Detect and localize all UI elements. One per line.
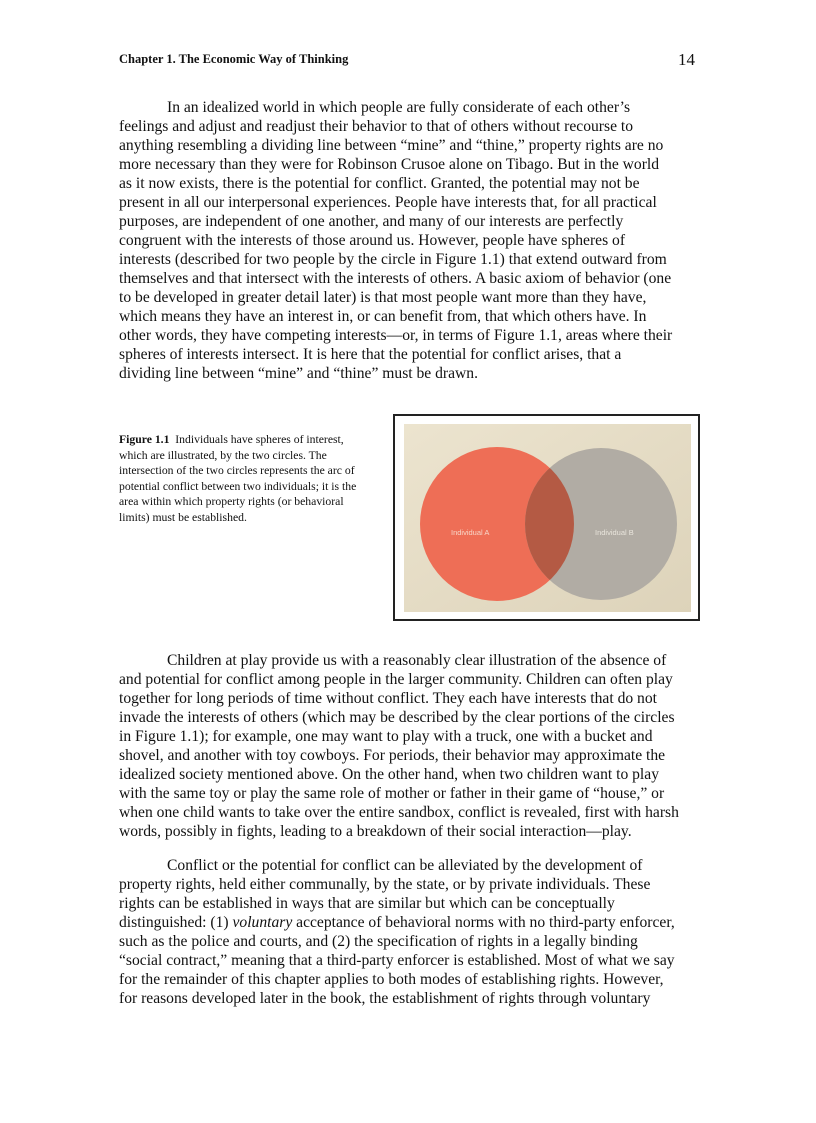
paragraph-line: other words, they have competing interests—or, in terms of Figure 1.1, areas where their	[119, 327, 673, 344]
paragraph-line: idealized society mentioned above. On the other hand, when two children want to play	[119, 766, 659, 783]
caption-line: potential conflict between two individuals; it is the	[119, 479, 357, 493]
paragraph-line: anything resembling a dividing line between “mine” and “thine,” property rights are no	[119, 137, 664, 154]
page-header	[119, 52, 697, 72]
page-number: 14	[678, 50, 695, 69]
label-individual-a: Individual A	[451, 528, 490, 537]
paragraph-line: Conflict or the potential for conflict can be alleviated by the development of	[167, 857, 643, 874]
caption-line: intersection of the two circles represents the arc of	[119, 464, 355, 478]
paragraph-line: rights can be established in ways that are similar but which can be conceptually	[119, 895, 615, 912]
paragraph-line: to be developed in greater detail later) is that most people want more than they have,	[119, 289, 647, 306]
paragraph-3	[119, 856, 697, 1008]
paragraph-line: shovel, and another with toy cowboys. For periods, their behavior may approximate the	[119, 747, 666, 764]
venn-diagram	[404, 424, 691, 612]
figure-frame	[393, 414, 700, 621]
paragraph-2	[119, 651, 697, 841]
paragraph-line: “social contract,” meaning that a third-party enforcer is established. Most of what we say	[119, 952, 675, 969]
paragraph-line: which means they have an interest in, or can benefit from, that which others have. In	[119, 308, 647, 325]
paragraph-line: with the same toy or play the same role of mother or father in their game of “house,” or	[119, 785, 665, 802]
paragraph-line: for reasons developed later in the book, the establishment of rights through voluntary	[119, 990, 651, 1007]
paragraph-line: property rights, held either communally, by the state, or by private individuals. These	[119, 876, 651, 893]
caption-line: Individuals have spheres of interest,	[175, 433, 344, 446]
paragraph-line: words, possibly in fights, leading to a breakdown of their social interaction—play.	[119, 823, 632, 840]
figure-label: Figure 1.1	[119, 433, 170, 446]
caption-line: which are illustrated, by the two circles. The	[119, 448, 327, 462]
paragraph-line: interests (described for two people by the circle in Figure 1.1) that extend outward from	[119, 251, 667, 268]
paragraph-line: purposes, are independent of one another, and many of our interests are perfectly	[119, 213, 624, 230]
paragraph-line: and potential for conflict among people in the larger community. Children can often play	[119, 671, 673, 688]
paragraph-line: dividing line between “mine” and “thine” must be drawn.	[119, 365, 478, 382]
paragraph-line: invade the interests of others (which may be described by the clear portions of the circles	[119, 709, 675, 726]
figure-caption	[119, 432, 394, 526]
paragraph-line: together for long periods of time without conflict. They each have interests that do not	[119, 690, 657, 707]
paragraph-line: such as the police and courts, and (2) the specification of rights in a legally binding	[119, 933, 638, 950]
paragraph-line: In an idealized world in which people are fully considerate of each other’s	[167, 99, 631, 116]
paragraph-line: present in all our interpersonal experiences. People have interests that, for all practical	[119, 194, 657, 211]
caption-line: area within which property rights (or behavioral	[119, 495, 344, 509]
chapter-title: Chapter 1. The Economic Way of Thinking	[119, 52, 349, 66]
emphasis-voluntary: voluntary	[232, 914, 293, 931]
paragraph-line: for the remainder of this chapter applies to both modes of establishing rights. However,	[119, 971, 664, 988]
paragraph-line: congruent with the interests of those around us. However, people have spheres of	[119, 232, 626, 249]
paragraph-line: in Figure 1.1); for example, one may want to play with a truck, one with a bucket and	[119, 728, 653, 745]
paragraph-line: distinguished: (1) voluntary acceptance of behavioral norms with no third-party enforcer,	[119, 914, 675, 931]
paragraph-line: spheres of interests intersect. It is here that the potential for conflict arises, that a	[119, 346, 622, 363]
paragraph-line: more necessary than they were for Robinson Crusoe alone on Tibago. But in the world	[119, 156, 660, 173]
paragraph-line: Children at play provide us with a reasonably clear illustration of the absence of	[167, 652, 667, 669]
paragraph-line: feelings and adjust and readjust their behavior to that of others without recourse to	[119, 118, 634, 135]
label-individual-b: Individual B	[595, 528, 634, 537]
paragraph-line: when one child wants to take over the entire sandbox, conflict is revealed, first with harsh	[119, 804, 679, 821]
paragraph-line: as it now exists, there is the potential for conflict. Granted, the potential may not be	[119, 175, 640, 192]
paragraph-line: themselves and that intersect with the interests of others. A basic axiom of behavior (one	[119, 270, 672, 287]
caption-line: limits) must be established.	[119, 510, 247, 524]
paragraph-1	[119, 98, 697, 383]
